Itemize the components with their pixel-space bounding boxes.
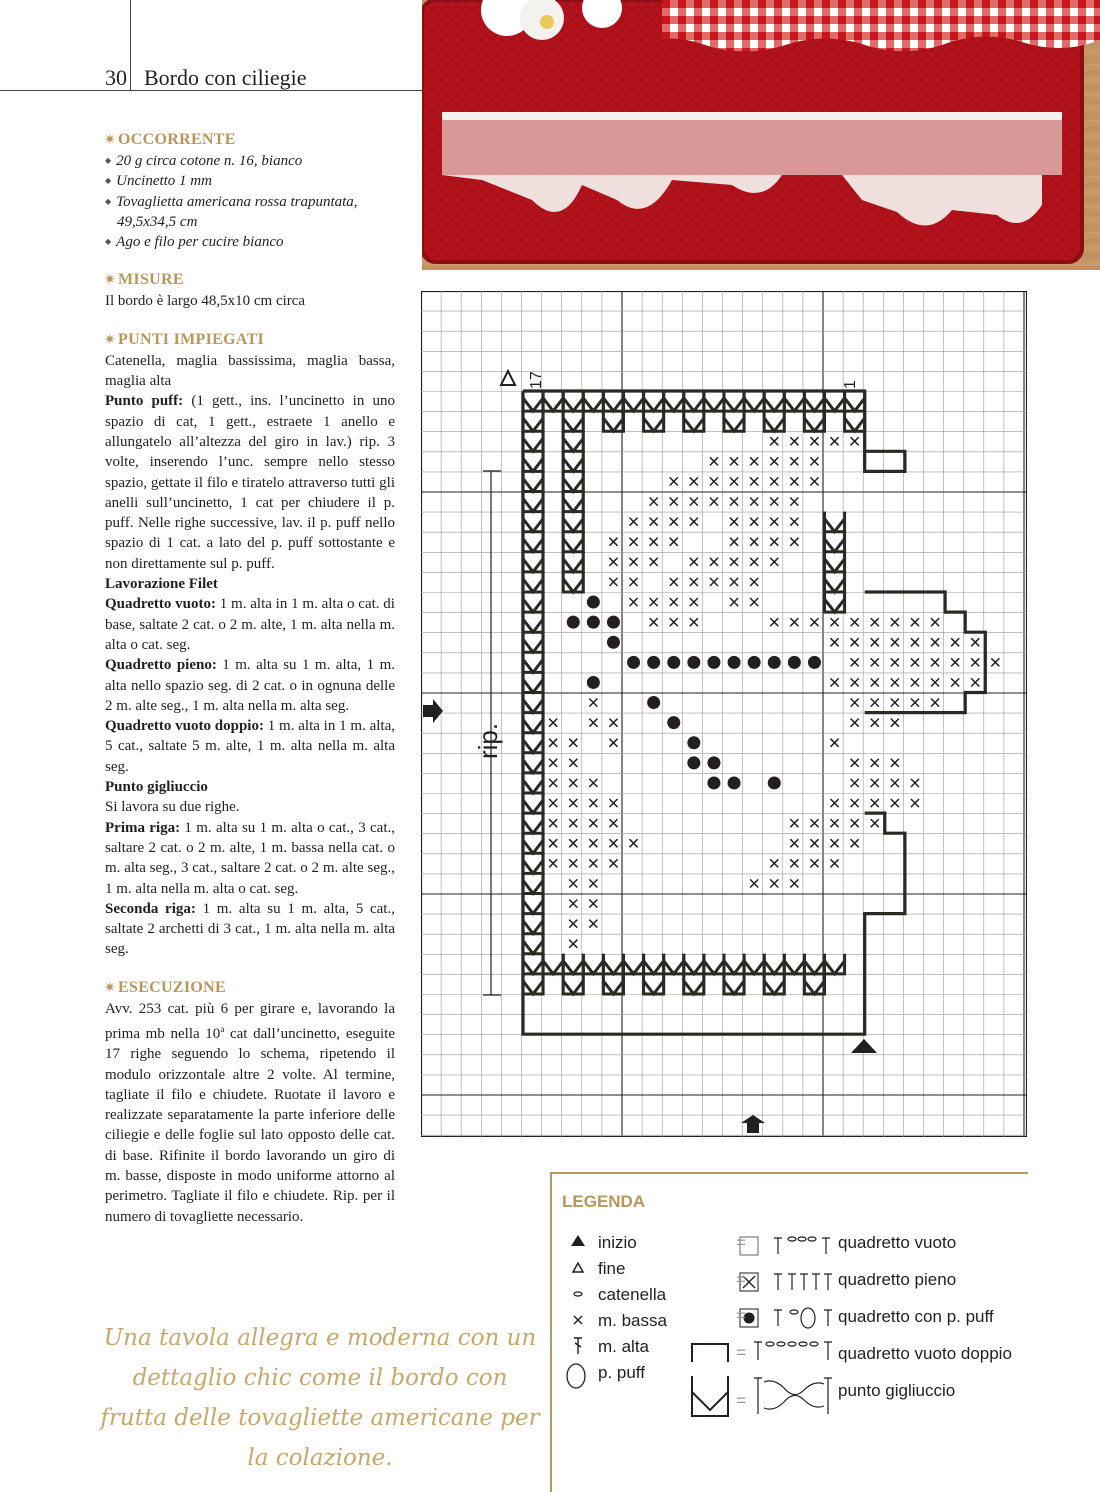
gigliuccio-text: Si lavora su due righe. <box>105 799 240 816</box>
puff-mark <box>707 776 720 789</box>
list-item: ◆ Ago e filo per cucire bianco <box>105 232 395 252</box>
legend-symbols-left <box>564 1230 594 1390</box>
legend-rule-horizontal <box>550 1172 1028 1174</box>
legend-quadretto-doppio: quadretto vuoto doppio <box>838 1344 1012 1363</box>
gigliuccio-heading: Punto gigliuccio <box>105 779 208 796</box>
puff-mark <box>808 656 821 669</box>
quadretto-vuoto: Quadretto vuoto: 1 m. alta in 1 m. alta o cat. di base, saltate 2 cat. o 2 m. alte, 1 m. alta nella m. alta o cat. seg. <box>105 596 395 653</box>
puff-mark <box>788 656 801 669</box>
puff-mark <box>728 776 741 789</box>
legend-quadretto-puff: quadretto con p. puff <box>838 1307 994 1326</box>
legend-rule-vertical <box>550 1172 552 1492</box>
puff-mark <box>687 736 700 749</box>
puff-mark <box>748 656 761 669</box>
header-divider-vertical <box>130 0 131 90</box>
filet-heading: Lavorazione Filet <box>105 576 218 593</box>
section-punti: ✷ PUNTI IMPIEGATI <box>104 330 265 348</box>
seconda-riga: Seconda riga: 1 m. alta su 1 m. alta, 5 cat., saltate 2 archetti di 3 cat., 1 m. alta nella m. alta seg. <box>105 900 395 958</box>
quadretto-pieno: Quadretto pieno: 1 m. alta su 1 m. alta, 1 m. alta nello spazio seg. di 2 cat. o in ognuna delle 2 m. alte seg., 1 m. alta nella m. alta seg. <box>105 657 395 714</box>
list-item: ◆ Tovaglietta americana rossa trapuntata, 49,5x34,5 cm <box>105 192 395 233</box>
legend-p-puff: p. puff <box>598 1363 645 1382</box>
legend-inizio: inizio <box>598 1233 637 1252</box>
punto-puff: Punto puff: (1 gett., ins. l’uncinetto in uno spazio di cat, 1 gett., estraete 1 anello e allungatelo all’altezza del giro in lav.) rip. 3 volte, inserendo l’unc. sempre nello stesso spazio, gettate il filo e tiratelo attraverso tutti gli anelli sull’uncinetto, 1 cat per chiudere il p. puff. Nelle righe successive, lav. il p. puff nello spazio di 1 cat. a lato del p. puff sottostante e non direttamente sul p. puff. <box>105 393 395 572</box>
list-item: ◆ Uncinetto 1 mm <box>105 171 395 191</box>
legend-eq: = <box>736 1306 746 1325</box>
puff-mark <box>728 656 741 669</box>
section-occorrente: ✷ OCCORRENTE <box>104 131 236 148</box>
puff-mark <box>768 656 781 669</box>
puff-mark <box>567 616 580 629</box>
legend-eq: = <box>736 1391 746 1410</box>
puff-mark <box>667 656 680 669</box>
puff-mark <box>667 716 680 729</box>
repeat-label: rip. <box>473 722 503 759</box>
legend-gigliuccio: punto gigliuccio <box>838 1381 956 1400</box>
puff-mark <box>587 616 600 629</box>
puff-mark <box>607 616 620 629</box>
legend-m-alta: m. alta <box>598 1337 650 1356</box>
legend-eq: = <box>736 1270 746 1289</box>
puff-mark <box>587 596 600 609</box>
page-number: 30 <box>105 65 127 90</box>
placemat-photo <box>422 0 1100 270</box>
legend-m-bassa: m. bassa <box>598 1311 667 1330</box>
star-icon: ✷ <box>104 332 117 348</box>
double-square-icon <box>692 1344 728 1362</box>
puff-mark <box>707 756 720 769</box>
puff-icon <box>567 1364 585 1388</box>
row-label-end: 1 <box>842 380 859 389</box>
section-misure: ✷ MISURE <box>104 271 184 289</box>
esecuzione-text: Avv. 253 cat. più 6 per girare e, lavorando la prima mb nella 10$^a$ cat dall’uncinetto, eseguite 17 righe seguendo lo schema, ripetendo il modulo orizzontale altre 2 volte. Al termine, tagliate il filo e chiudete. Ruotate il lavoro e realizzate separatamente la parte inferiore delle ciliegie e delle foglie sul lato opposto delle cat. di base. Rifinite il bordo lavorando un giro di m. basse, disposte in modo uniforme attorno al perimetro. Tagliate il filo e chiudete. Rip. per il numero di tovagliette necessario. <box>105 1000 395 1225</box>
prima-riga: Prima riga: 1 m. alta su 1 m. alta o cat., 3 cat., saltare 2 cat. o 2 m. alte, 1 m. bassa nella cat. o m. alta seg., 3 cat., saltare 2 cat. o 2 m. alte seg., 1 m. alta nella m. alta o cat. seg. <box>105 819 395 897</box>
puff-mark <box>627 656 640 669</box>
page-title: Bordo con ciliegie <box>144 65 307 90</box>
puff-mark <box>607 636 620 649</box>
punti-intro: Catenella, maglia bassissima, maglia bassa, maglia alta <box>105 352 395 390</box>
puff-mark <box>707 656 720 669</box>
quadretto-doppio: Quadretto vuoto doppio: 1 m. alta in 1 m. alta, 5 cat., saltate 5 m. alte, 1 m. alta nella m. alta seg. <box>105 718 395 775</box>
puff-mark <box>687 656 700 669</box>
end-triangle-icon <box>573 1263 583 1272</box>
double-crochet-icon <box>574 1338 582 1354</box>
header-divider-horizontal <box>0 90 422 91</box>
legend-chain-drawings <box>754 1338 834 1418</box>
legend-eq: = <box>736 1233 746 1252</box>
legend-fine: fine <box>598 1259 626 1278</box>
list-item: ◆ 20 g circa cotone n. 16, bianco <box>105 151 395 171</box>
gigliuccio-icon <box>692 1376 728 1416</box>
puff-mark <box>587 676 600 689</box>
pull-quote: Una tavola allegra e moderna con un dettaglio chic come il bordo con frutta delle tovagliette americane per la colazione. <box>100 1325 540 1471</box>
misure-text: Il bordo è largo 48,5x10 cm circa <box>105 293 306 310</box>
legend-eq: = <box>736 1343 746 1362</box>
star-icon: ✷ <box>104 273 117 289</box>
section-esecuzione: ✷ ESECUZIONE <box>104 978 226 996</box>
puff-mark <box>687 756 700 769</box>
instructions-column <box>105 130 395 1227</box>
filet-chart <box>421 291 1027 1142</box>
puff-mark <box>768 776 781 789</box>
legend-title: LEGENDA <box>562 1192 646 1211</box>
legend-catenella: catenella <box>598 1285 667 1304</box>
star-icon: ✷ <box>104 980 117 996</box>
legend-quadretto-pieno: quadretto pieno <box>838 1270 957 1289</box>
single-crochet-icon <box>574 1316 582 1324</box>
legend-quadretto-vuoto: quadretto vuoto <box>838 1233 957 1252</box>
puff-mark <box>647 696 660 709</box>
star-icon: ✷ <box>104 133 117 148</box>
chain-icon <box>574 1292 582 1296</box>
puff-mark <box>647 656 660 669</box>
row-label-start: 17 <box>528 371 545 389</box>
start-triangle-icon <box>571 1235 585 1246</box>
